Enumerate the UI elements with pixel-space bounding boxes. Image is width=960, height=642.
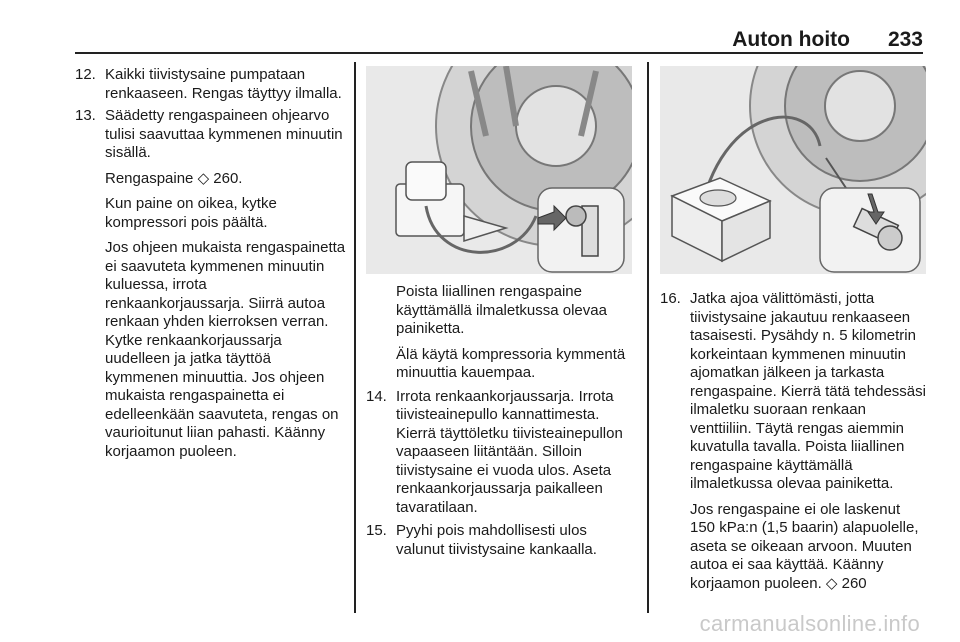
header-rule: [75, 52, 923, 54]
step-item: [75, 66, 347, 103]
step-number: 14.: [366, 387, 387, 405]
note-text: Älä käytä kompressoria kymmentä minuuttia kauempaa.: [396, 345, 626, 381]
step-item: [366, 522, 636, 559]
column-1: [75, 66, 347, 461]
step-text: Jos ohjeen mukaista rengaspainetta ei saavuteta kymmenen minuutin kuluessa, irrota renkaankorjaussarja. Siirrä autoa renkaan yhden kierroksen verran. Kytke renkaankorjaussarja uudelleen ja jatka täyttöä kymmenen minuuttia. Jos ohjeen mukaista rengaspainetta ei edelleenkään saavuteta, rengas on vaurioitunut liian pahasti. Käänny korjaamon puoleen.: [105, 239, 346, 460]
column-2: [366, 283, 636, 559]
column-divider-left: [354, 62, 356, 613]
step-text: Kaikki tiivistysaine pumpataan renkaaseen. Rengas täyttyy ilmalla.: [105, 66, 342, 102]
step-item: [660, 290, 928, 593]
note-text: Poista liiallinen rengaspaine käyttämällä ilmaletkussa olevaa painiketta.: [396, 283, 607, 337]
watermark: carmanualsonline.info: [699, 611, 920, 636]
section-title: Auton hoito: [732, 28, 850, 51]
step-text: Säädetty rengaspaineen ohjearvo tulisi saavuttaa kymmenen minuutin sisällä.: [105, 107, 343, 161]
step-text: Jatka ajoa välittömästi, jotta tiivistysaine jakautuu renkaaseen tasaisesti. Pysähdy n. 5 kilometrin korkeintaan kymmenen minuutin ajomatkan jälkeen ja tarkasta rengaspaine. Kierrä tätä tehdessäsi ilmaletku suoraan renkaan venttiiliin. Täytä rengas aiemmin kuvatulla tavalla. Poista liiallinen rengaspaine käyttämällä ilmaletkussa olevaa painiketta.: [690, 290, 926, 492]
cross-reference[interactable]: Rengaspaine ◇ 260.: [105, 169, 243, 187]
step-number: 12.: [75, 66, 96, 83]
step-text: Pyyhi pois mahdollisesti ulos valunut tiivistysaine kankaalla.: [396, 522, 597, 558]
column-3: [660, 290, 928, 593]
step-item: [75, 107, 347, 461]
illustration-hose-to-valve: [660, 66, 926, 274]
page-number: 233: [887, 28, 923, 51]
step-text: Kun paine on oikea, kytke kompressori pois päältä.: [105, 195, 277, 231]
column-divider-right: [647, 62, 649, 613]
illustration-compressor-release-valve: [366, 66, 632, 274]
step-item: [366, 388, 636, 518]
step-text: Irrota renkaankorjaussarja. Irrota tiivisteainepullo kannattimesta. Kierrä täyttöletku tiivisteainepullon vapaaseen liitäntään. Silloin tiivistysaine ei vuoda ulos. Aseta renkaankorjaussarja paikalleen tavaratilaan.: [396, 387, 623, 516]
step-number: 15.: [366, 522, 387, 539]
step-text: Jos rengaspaine ei ole laskenut 150 kPa:n (1,5 baarin) alapuolelle, aseta se oikeaan arvoon. Muuten autoa ei saa käyttää. Käänny korjaamon puoleen. ◇ 260: [690, 500, 919, 592]
step-number: 16.: [660, 290, 681, 307]
step-number: 13.: [75, 107, 96, 124]
